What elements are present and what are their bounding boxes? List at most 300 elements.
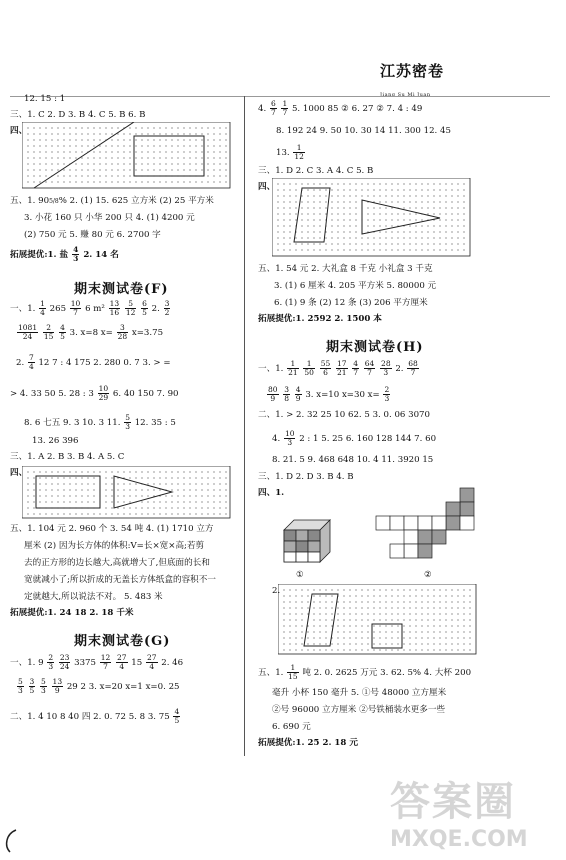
grid-dot: [331, 213, 332, 214]
grid-dot: [129, 145, 130, 146]
grid-dot: [195, 501, 196, 502]
frac-den: 5: [29, 686, 35, 695]
grid-dot: [183, 145, 184, 146]
grid-dot: [183, 157, 184, 158]
grid-dot: [361, 631, 362, 632]
grid-dot: [361, 619, 362, 620]
grid-dot: [295, 201, 296, 202]
grid-dot: [159, 139, 160, 140]
watermark: [390, 770, 560, 860]
grid-dot: [63, 501, 64, 502]
grid-dot: [427, 231, 428, 232]
grid-dot: [433, 595, 434, 596]
fraction: [109, 300, 121, 317]
answer-line: 6. (1) 9 条 (2) 12 条 (3) 206 平方厘米: [274, 298, 428, 308]
grid-dot: [153, 133, 154, 134]
grid-dot: [129, 133, 130, 134]
grid-dot: [289, 219, 290, 220]
grid-dot: [225, 169, 226, 170]
grid-dot: [51, 489, 52, 490]
grid-dot: [409, 637, 410, 638]
grid-dot: [177, 513, 178, 514]
fraction: [146, 654, 158, 671]
grid-dot: [45, 175, 46, 176]
grid-dot: [427, 243, 428, 244]
grid-dot: [159, 501, 160, 502]
grid-dot: [463, 637, 464, 638]
answer-line: 五、1. 54 元 2. 大礼盒 8 千克 小礼盒 3 千克: [258, 264, 433, 274]
grid-dot: [283, 607, 284, 608]
grid-dot: [57, 139, 58, 140]
grid-dot: [45, 157, 46, 158]
grid-dot: [355, 613, 356, 614]
grid-dot: [397, 231, 398, 232]
grid-dot: [135, 169, 136, 170]
grid-dot: [105, 513, 106, 514]
grid-dot: [301, 237, 302, 238]
grid-dot: [51, 133, 52, 134]
grid-dot: [183, 483, 184, 484]
grid-dot: [301, 649, 302, 650]
grid-dot: [45, 181, 46, 182]
text-part: 二、1. 4 10 8 40 四 2. 0. 72 5. 8 3. 75: [10, 712, 170, 722]
grid-dot: [45, 151, 46, 152]
fraction: [72, 246, 79, 263]
grid-dot: [403, 219, 404, 220]
fraction: [164, 300, 171, 317]
grid-dot: [69, 181, 70, 182]
grid-dot: [439, 631, 440, 632]
grid-dot: [289, 613, 290, 614]
grid-dot: [343, 207, 344, 208]
grid-dot: [135, 489, 136, 490]
grid-dot: [337, 213, 338, 214]
grid-dot: [409, 219, 410, 220]
grid-dot: [177, 477, 178, 478]
grid-dot: [301, 613, 302, 614]
grid-dot: [159, 169, 160, 170]
grid-dot: [379, 231, 380, 232]
grid-dot: [439, 589, 440, 590]
grid-dot: [451, 619, 452, 620]
net-cell: [432, 530, 446, 544]
grid-dot: [343, 637, 344, 638]
grid-dot: [289, 201, 290, 202]
grid-dot: [141, 127, 142, 128]
grid-dot: [355, 201, 356, 202]
grid-dot: [373, 249, 374, 250]
grid-dot: [403, 607, 404, 608]
grid-dot: [213, 495, 214, 496]
grid-dot: [225, 181, 226, 182]
grid-dot: [319, 231, 320, 232]
grid-dot: [129, 151, 130, 152]
section-title-f: 期末测试卷(F): [74, 282, 169, 297]
frac-num: 4: [73, 245, 79, 254]
grid-dot: [379, 643, 380, 644]
grid-dot: [159, 157, 160, 158]
grid-dot: [349, 631, 350, 632]
grid-dot: [213, 501, 214, 502]
grid-dot: [75, 513, 76, 514]
grid-dot: [319, 589, 320, 590]
answer-line: [16, 678, 180, 695]
text-part: 2 : 1 5. 25 6. 160 128 144 7. 60: [299, 434, 437, 444]
grid-dot: [165, 133, 166, 134]
grid-dot: [117, 507, 118, 508]
grid-dot: [421, 243, 422, 244]
grid-dot: [415, 189, 416, 190]
grid-dot: [141, 495, 142, 496]
grid-dot: [391, 619, 392, 620]
grid-dot: [325, 601, 326, 602]
grid-dot: [283, 637, 284, 638]
answer-line: [258, 360, 420, 377]
grid-dot: [385, 213, 386, 214]
grid-dot: [165, 181, 166, 182]
frac-den: 7: [367, 368, 372, 377]
grid-dot: [63, 127, 64, 128]
grid-dot: [75, 163, 76, 164]
fraction: [100, 654, 112, 671]
grid-dot: [81, 175, 82, 176]
grid-dot: [427, 613, 428, 614]
grid-dot: [219, 483, 220, 484]
grid-dot: [385, 595, 386, 596]
answer-line: 五、1. 104 元 2. 960 个 3. 54 吨 4. (1) 1710 立方: [10, 524, 214, 534]
grid-dot: [319, 619, 320, 620]
grid-dot: [117, 471, 118, 472]
answer-line: [10, 300, 171, 317]
grid-dot: [385, 231, 386, 232]
answer-line: [16, 354, 171, 371]
grid-dot: [213, 145, 214, 146]
text-part: 3375: [74, 658, 96, 668]
frac-den: 12: [294, 152, 304, 161]
answer-line: [24, 414, 176, 431]
grid-dot: [331, 237, 332, 238]
grid-dot: [129, 169, 130, 170]
text-part: 6 m²: [85, 304, 105, 314]
grid-dot: [87, 163, 88, 164]
grid-dot: [373, 595, 374, 596]
grid-dot: [319, 631, 320, 632]
grid-dot: [171, 133, 172, 134]
grid-dot: [421, 649, 422, 650]
grid-dot: [421, 249, 422, 250]
grid-dot: [27, 175, 28, 176]
grid-dot: [355, 637, 356, 638]
grid-dot: [373, 637, 374, 638]
grid-dot: [177, 169, 178, 170]
grid-dot: [171, 507, 172, 508]
grid-dot: [295, 237, 296, 238]
frac-den: 4: [28, 362, 34, 371]
grid-dot: [93, 175, 94, 176]
grid-dot: [213, 175, 214, 176]
grid-dot: [57, 151, 58, 152]
grid-dot: [463, 207, 464, 208]
grid-dot: [213, 139, 214, 140]
grid-dot: [39, 157, 40, 158]
grid-dot: [463, 589, 464, 590]
answer-line: 四、1.: [258, 488, 285, 498]
grid-dot: [463, 619, 464, 620]
grid-dot: [421, 613, 422, 614]
grid-dot: [183, 151, 184, 152]
grid-dot: [301, 225, 302, 226]
grid-dot: [361, 183, 362, 184]
grid-dot: [433, 613, 434, 614]
grid-dot: [409, 619, 410, 620]
grid-dot: [337, 631, 338, 632]
frac-den: 15: [43, 332, 54, 341]
grid-dot: [355, 189, 356, 190]
grid-dot: [177, 501, 178, 502]
grid-dot: [397, 619, 398, 620]
grid-dot: [421, 595, 422, 596]
grid-dot: [159, 163, 160, 164]
net-cell: [446, 502, 460, 516]
grid-dot: [421, 607, 422, 608]
answer-line: 定就越大,所以说法不对。 5. 483 米: [24, 592, 163, 602]
answer-line: [272, 430, 436, 447]
grid-dot: [87, 169, 88, 170]
grid-dot: [207, 139, 208, 140]
grid-dot: [141, 513, 142, 514]
grid-dot: [331, 183, 332, 184]
grid-dot: [331, 619, 332, 620]
frac-num: 80: [268, 385, 278, 394]
grid-dot: [171, 477, 172, 478]
grid-dot: [445, 207, 446, 208]
grid-dot: [289, 601, 290, 602]
grid-dot: [201, 163, 202, 164]
grid-dot: [415, 183, 416, 184]
answer-line: [10, 708, 181, 725]
grid-dot: [349, 195, 350, 196]
grid-dot: [307, 589, 308, 590]
grid-dot: [319, 243, 320, 244]
grid-dot: [135, 181, 136, 182]
grid-dot: [189, 489, 190, 490]
grid-dot: [391, 249, 392, 250]
grid-dot: [385, 619, 386, 620]
frac-num: 1: [303, 360, 315, 369]
grid-dot: [391, 601, 392, 602]
brand-subtitle: Jiang Su Mi Juan: [380, 92, 431, 98]
grid-dot: [57, 477, 58, 478]
answer-line: 宽就减小了;所以折成的无盖长方体纸盒的容积不一: [24, 575, 216, 585]
grid-dot: [367, 607, 368, 608]
fraction: [29, 678, 36, 695]
grid-dot: [27, 127, 28, 128]
grid-dot: [445, 225, 446, 226]
grid-dot: [361, 195, 362, 196]
grid-dot: [427, 637, 428, 638]
grid-dot: [45, 513, 46, 514]
grid-dot: [313, 631, 314, 632]
grid-dot: [117, 489, 118, 490]
grid-dot: [75, 169, 76, 170]
grid-dot: [63, 169, 64, 170]
grid-dot: [177, 489, 178, 490]
grid-dot: [207, 513, 208, 514]
grid-dot: [379, 631, 380, 632]
grid-dot: [27, 501, 28, 502]
fraction: [284, 430, 296, 447]
grid-dot: [93, 157, 94, 158]
grid-dot: [307, 243, 308, 244]
grid-dot: [313, 189, 314, 190]
fraction: [117, 324, 129, 341]
grid-dot: [409, 213, 410, 214]
grid-dot: [207, 471, 208, 472]
grid-dot: [427, 601, 428, 602]
grid-diagram-rect-triangle: [22, 466, 232, 520]
grid-dot: [307, 207, 308, 208]
grid-dot: [147, 151, 148, 152]
frac-den: 4: [149, 662, 155, 671]
grid-dot: [415, 625, 416, 626]
grid-dot: [153, 513, 154, 514]
text-part: 4.: [272, 434, 281, 444]
frac-num: 3: [117, 324, 129, 333]
grid-dot: [433, 649, 434, 650]
grid-dot: [111, 501, 112, 502]
grid-dot: [439, 207, 440, 208]
frac-den: 3: [384, 394, 390, 403]
grid-dot: [367, 207, 368, 208]
grid-dot: [385, 607, 386, 608]
grid-dot: [307, 219, 308, 220]
grid-dot: [207, 501, 208, 502]
grid-dot: [219, 169, 220, 170]
grid-dot: [349, 207, 350, 208]
grid-dot: [195, 507, 196, 508]
answer-line: 厘米 (2) 因为长方体的体积:V=长×宽×高;若剪: [24, 541, 205, 551]
grid-dot: [301, 619, 302, 620]
figure-label-2: ②: [424, 570, 432, 580]
grid-dot: [153, 489, 154, 490]
grid-dot: [373, 207, 374, 208]
grid-dot: [283, 189, 284, 190]
grid-dot: [391, 189, 392, 190]
grid-dot: [349, 213, 350, 214]
grid-dot: [331, 643, 332, 644]
grid-dot: [295, 649, 296, 650]
grid-dot: [141, 133, 142, 134]
grid-dot: [379, 237, 380, 238]
fraction: [281, 100, 288, 117]
grid-dot: [69, 127, 70, 128]
grid-dot: [367, 237, 368, 238]
grid-dot: [81, 145, 82, 146]
grid-dot: [219, 513, 220, 514]
grid-dot: [213, 489, 214, 490]
grid-dot: [183, 513, 184, 514]
answer-line: 拓展提优:1. 25 2. 18 元: [258, 738, 358, 748]
grid-dot: [183, 127, 184, 128]
grid-dot: [457, 625, 458, 626]
grid-dot: [289, 225, 290, 226]
grid-dot: [409, 183, 410, 184]
grid-dot: [439, 595, 440, 596]
grid-dot: [409, 207, 410, 208]
grid-dot: [379, 607, 380, 608]
grid-dot: [105, 127, 106, 128]
fraction: [173, 708, 180, 725]
grid-dot: [421, 637, 422, 638]
grid-dot: [63, 181, 64, 182]
grid-dot: [337, 183, 338, 184]
grid-dot: [439, 607, 440, 608]
grid-dot: [111, 133, 112, 134]
frac-den: 9: [270, 394, 276, 403]
grid-dot: [183, 501, 184, 502]
grid-dot: [69, 489, 70, 490]
grid-dot: [141, 169, 142, 170]
grid-dot: [355, 601, 356, 602]
grid-dot: [439, 213, 440, 214]
grid-dot: [313, 619, 314, 620]
grid-dot: [201, 145, 202, 146]
grid-dot: [39, 151, 40, 152]
grid-dot: [385, 601, 386, 602]
frac-num: 2: [384, 385, 390, 394]
grid-dot: [195, 127, 196, 128]
fraction: [352, 360, 359, 377]
grid-dot: [415, 249, 416, 250]
grid-dot: [361, 625, 362, 626]
grid-dot: [385, 243, 386, 244]
grid-dot: [433, 225, 434, 226]
frac-num: 1: [282, 99, 288, 108]
grid-dot: [81, 133, 82, 134]
grid-dot: [195, 163, 196, 164]
net-cell: [418, 544, 432, 558]
grid-dot: [457, 231, 458, 232]
grid-dot: [433, 249, 434, 250]
grid-dot: [409, 189, 410, 190]
grid-dot: [207, 507, 208, 508]
grid-dot: [225, 477, 226, 478]
grid-dot: [283, 213, 284, 214]
grid-dot: [367, 213, 368, 214]
fraction: [52, 678, 64, 695]
grid-dot: [433, 589, 434, 590]
grid-dot: [117, 495, 118, 496]
grid-dot: [409, 601, 410, 602]
grid-dot: [213, 163, 214, 164]
grid-dot: [295, 219, 296, 220]
grid-dot: [391, 237, 392, 238]
frac-num: 55: [320, 359, 331, 368]
frac-num: 13: [52, 677, 63, 686]
grid-dot: [409, 243, 410, 244]
grid-dot: [367, 243, 368, 244]
grid-dot: [189, 133, 190, 134]
grid-dot: [33, 513, 34, 514]
grid-dot: [33, 483, 34, 484]
grid-dot: [75, 133, 76, 134]
grid-dot: [135, 163, 136, 164]
grid-dot: [343, 189, 344, 190]
cube-and-net-figures: [280, 484, 500, 582]
grid-dot: [189, 181, 190, 182]
grid-dot: [409, 649, 410, 650]
frac-den: 9: [295, 394, 301, 403]
